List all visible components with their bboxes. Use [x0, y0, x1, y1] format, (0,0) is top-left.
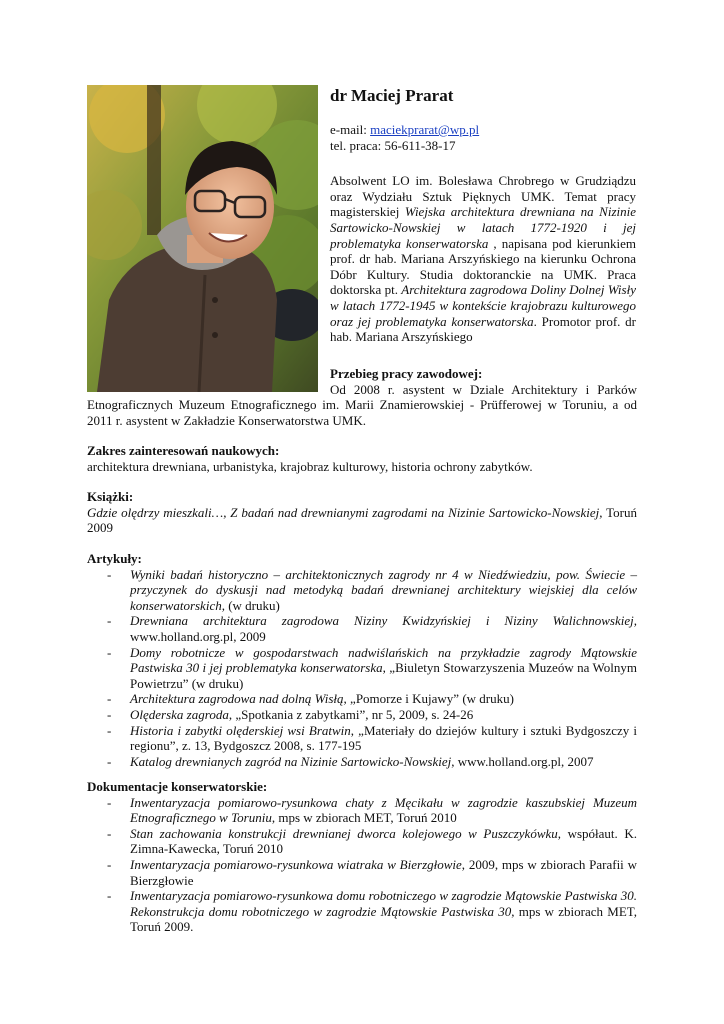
bio-text-1: Absolwent LO im. Bolesława Chrobrego w Grudziądzu oraz Wydziału Sztuk Pięknych UMK. Temat pracy magisterskiej — [330, 173, 636, 220]
list-bullet: - — [107, 706, 112, 722]
person-name: dr Maciej Prarat — [330, 86, 454, 105]
item-details: , mps w zbiorach MET, Toruń 2009. — [130, 903, 637, 935]
item-details: „Pomorze i Kujawy” (w druku) — [346, 691, 514, 707]
list-item — [87, 826, 637, 857]
item-details: , mps w zbiorach MET, Toruń 2010 — [271, 810, 457, 826]
interests-heading: Zakres zainteresowań naukowych: — [87, 443, 280, 458]
documentation-section — [87, 779, 637, 935]
articles-section — [87, 551, 637, 769]
career-first-line: Od 2008 r. asystent w Dziale Architektury i Parków — [330, 381, 637, 397]
book-details: Toruń 2009 — [87, 504, 637, 536]
item-details: , 2009, mps w zbiorach Parafii w Bierzgłowie — [130, 856, 637, 888]
item-title: Historia i zabytki olęderskiej wsi Bratwin — [130, 722, 351, 738]
item-title: Inwentaryzacja pomiarowo-rysunkowa chaty z Męcikału w zagrodzie kaszubskiej Muzeum Etnograficznego w Toruniu — [130, 794, 637, 826]
item-title: Architektura zagrodowa nad dolną Wisłą, — [130, 691, 347, 707]
articles-heading: Artykuły: — [87, 551, 142, 566]
career-heading: Przebieg pracy zawodowej: — [330, 366, 483, 381]
phd-title: Architektura zagrodowa Doliny Dolnej Wisły w latach 1772-1945 w kontekście krajobrazu kulturowego oraz jej problematyka konserwatorska — [330, 282, 636, 329]
item-details: , „Spotkania z zabytkami”, nr 5, 2009, s. 24-26 — [228, 706, 474, 722]
list-item — [87, 613, 637, 644]
documentation-list — [87, 795, 637, 935]
item-details: „Biuletyn Stowarzyszenia Muzeów na Wolnym Powietrzu” (w druku) — [130, 660, 637, 691]
list-item — [87, 888, 637, 935]
item-details: , www.holland.org.pl, 2007 — [451, 753, 594, 769]
interests-text: architektura drewniana, urbanistyka, krajobraz kulturowy, historia ochrony zabytków. — [87, 458, 533, 474]
item-details: , „Materiały do dziejów kultury i sztuki Bydgoszczy i regionu”, z. 13, Bydgoszcz 2008, s. 177-195 — [130, 722, 638, 754]
thesis-title: Wiejska architektura drewniana na Nizinie Sartowicko-Nowskiej w latach 1772-1920 i jej problematyka konserwatorska — [330, 204, 636, 251]
email-row — [330, 122, 636, 138]
articles-list — [87, 567, 637, 770]
item-title: Stan zachowania konstrukcji drewnianej dworca kolejowego w Puszczykówku, — [130, 825, 562, 841]
item-details: www.holland.org.pl, 2009 — [130, 628, 266, 644]
list-item — [87, 691, 637, 707]
list-item — [87, 857, 637, 888]
phone-number: 56-611-38-17 — [384, 137, 456, 153]
list-bullet: - — [107, 613, 112, 629]
list-item — [87, 723, 637, 754]
list-item — [87, 567, 637, 614]
list-bullet: - — [107, 825, 112, 841]
list-bullet: - — [107, 722, 112, 738]
email-link[interactable]: maciekprarat@wp.pl — [370, 122, 480, 137]
career-section — [87, 366, 637, 428]
item-details: (w druku) — [224, 597, 280, 613]
book-title: Gdzie olędrzy mieszkali…, Z badań nad drewnianymi zagrodami na Nizinie Sartowicko-Nowskiej, — [87, 504, 603, 520]
item-title: Domy robotnicze w gospodarstwach nadwiślańskich na przykładzie zagrody Mątowskie Pastwiska 30 i jej problematyka konserwatorska, — [130, 644, 637, 676]
contact-block — [330, 122, 636, 153]
list-item — [87, 795, 637, 826]
bio-text-3: . Promotor prof. dr hab. Mariana Arszyńskiego — [330, 313, 636, 345]
list-bullet: - — [107, 644, 112, 660]
phone-row — [330, 138, 636, 154]
item-title: Wyniki badań historyczno – architektonicznych zagrody nr 4 w Niedźwiedziu, pow. Świecie – przyczynek do dyskusji nad metodyką badań drewnianej architektury wiejskiej dla celów konserwatorskich, — [130, 566, 637, 613]
item-title: Olęderska zagroda — [130, 706, 229, 722]
bio-paragraph — [330, 173, 636, 345]
list-item — [87, 707, 637, 723]
interests-section — [87, 443, 637, 474]
books-section — [87, 489, 637, 536]
documentation-heading: Dokumentacje konserwatorskie: — [87, 779, 268, 794]
item-title: Drewniana architektura zagrodowa Niziny Kwidzyńskiej i Niziny Walichnowskiej, — [130, 613, 637, 629]
item-title: Inwentaryzacja pomiarowo-rysunkowa wiatraka w Bierzgłowie — [130, 856, 462, 872]
career-text: Etnograficznych Muzeum Etnograficznego im. Marii Znamierowskiej - Prüfferowej w Toruniu, a od 2011 r. asystent w Zakładzie Konserwatorstwa UMK. — [87, 397, 637, 428]
list-item — [87, 645, 637, 692]
list-item — [87, 754, 637, 770]
list-bullet: - — [107, 691, 112, 707]
item-details: współaut. K. Zimna-Kawecka, Toruń 2010 — [130, 825, 637, 857]
profile-header — [330, 85, 636, 345]
list-bullet: - — [107, 566, 112, 582]
item-title: Inwentaryzacja pomiarowo-rysunkowa domu robotniczego w zagrodzie Mątowskie Pastwiska 30. Rekonstrukcja domu robotniczego w zagrodzie Mątowskie Pastwiska 30 — [130, 888, 637, 919]
bio-text-2: , napisana pod kierunkiem prof. dr hab. Mariana Arszyńskiego na kierunku Ochrona Dóbr Kultury. Studia doktoranckie na UMK. Praca doktorska pt. — [330, 235, 636, 298]
book-entry — [87, 505, 637, 536]
list-bullet: - — [107, 753, 112, 769]
portrait-photo — [87, 85, 318, 392]
phone-label: tel. praca: — [330, 137, 382, 153]
list-bullet: - — [107, 794, 112, 810]
email-label: e-mail: — [330, 122, 367, 137]
list-bullet: - — [107, 856, 112, 872]
books-heading: Książki: — [87, 489, 134, 504]
list-bullet: - — [107, 888, 112, 904]
item-title: Katalog drewnianych zagród na Nizinie Sartowicko-Nowskiej — [130, 753, 452, 769]
